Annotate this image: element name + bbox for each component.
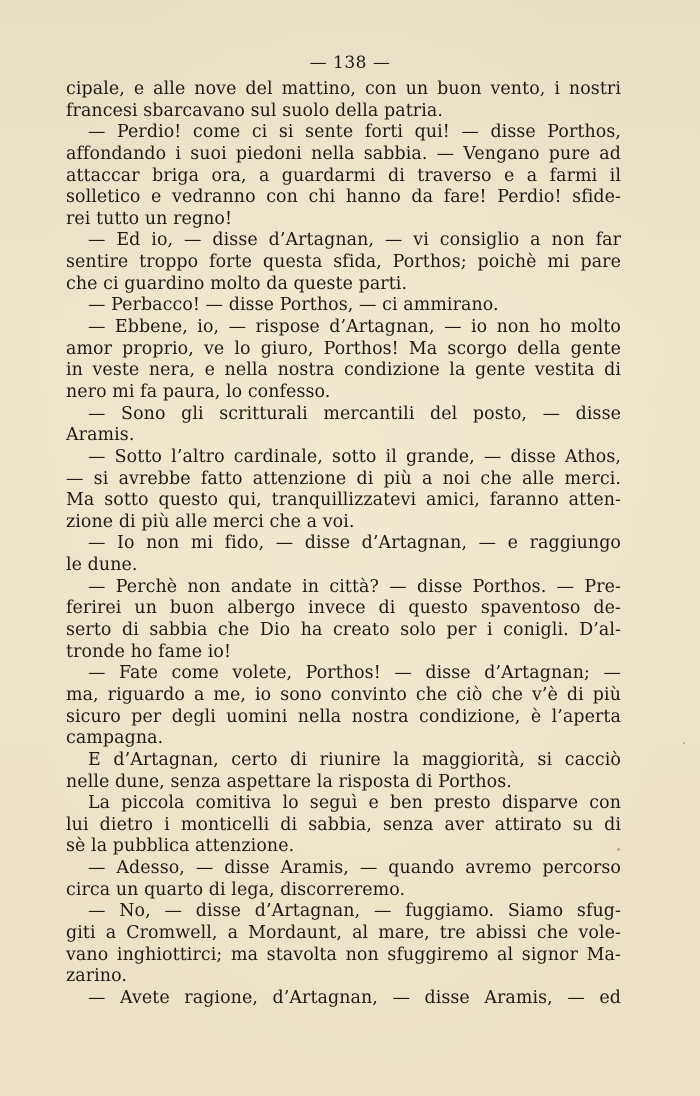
- text-line: — Io non mi fido, — disse d’Artagnan, — e raggiungo: [88, 533, 621, 554]
- text-line: sentire troppo forte questa sfida, Porthos; poichè mi pare: [66, 252, 621, 273]
- text-line: — Avete ragione, d’Artagnan, — disse Aramis, — ed: [88, 987, 621, 1008]
- text-line: circa un quarto di lega, discorreremo.: [66, 879, 406, 900]
- paper-speck: [617, 848, 620, 851]
- text-line: — Perchè non andate in città? — disse Porthos. — Pre-: [88, 576, 621, 597]
- text-line: attaccar briga ora, a guardarmi di traverso e a farmi il: [66, 165, 621, 186]
- text-line: sè la pubblica attenzione.: [66, 836, 295, 857]
- text-line: — Ed io, — disse d’Artagnan, — vi consiglio a non far: [88, 230, 621, 251]
- text-line: amor proprio, ve lo giuro, Porthos! Ma scorgo della gente: [66, 338, 621, 359]
- text-line: giti a Cromwell, a Mordaunt, al mare, tre abissi che vole-: [66, 922, 621, 943]
- text-line: Aramis.: [66, 425, 135, 446]
- text-line: — Perbacco! — disse Porthos, — ci ammirano.: [88, 295, 499, 316]
- text-line: lui dietro i monticelli di sabbia, senza aver attirato su di: [66, 814, 621, 835]
- text-line: — Adesso, — disse Aramis, — quando avremo percorso: [88, 858, 621, 879]
- text-line: rei tutto un regno!: [66, 208, 233, 229]
- text-line: Ma sotto questo qui, tranquillizzatevi amici, faranno atten-: [66, 490, 621, 511]
- text-line: — Perdio! come ci si sente forti qui! — disse Porthos,: [88, 122, 621, 143]
- text-line: — Sono gli scritturali mercantili del posto, — disse: [88, 403, 621, 424]
- text-line: E d’Artagnan, certo di riunire la maggiorità, si cacciò: [88, 749, 621, 770]
- text-line: che ci guardino molto da queste parti.: [66, 273, 408, 294]
- text-line: — Sotto l’altro cardinale, sotto il grande, — disse Athos,: [88, 446, 621, 467]
- text-line: affondando i suoi piedoni nella sabbia. — Vengano pure ad: [66, 143, 621, 164]
- page-number: — 138 —: [309, 53, 391, 73]
- text-line: in veste nera, e nella nostra condizione la gente vestita di: [66, 360, 621, 381]
- text-line: sicuro per degli uomini nella nostra condizione, è l’aperta: [66, 706, 621, 727]
- text-line: campagna.: [66, 728, 164, 749]
- text-line: nelle dune, senza aspettare la risposta di Porthos.: [66, 771, 512, 792]
- text-line: — No, — disse d’Artagnan, — fuggiamo. Siamo sfug-: [88, 901, 621, 922]
- text-line: zarino.: [66, 966, 127, 987]
- body-text: [66, 79, 621, 1010]
- text-line: — Ebbene, io, — rispose d’Artagnan, — io non ho molto: [88, 317, 621, 338]
- text-line: tronde ho fame io!: [66, 641, 232, 662]
- text-line: francesi sbarcavano sul suolo della patria.: [66, 100, 443, 121]
- paper-speck: [683, 742, 685, 744]
- text-line: le dune.: [66, 555, 138, 576]
- text-line: vano inghiottirci; ma stavolta non sfuggiremo al signor Ma-: [66, 944, 621, 965]
- text-line: ferirei un buon albergo invece di questo spaventoso de-: [66, 598, 621, 619]
- text-line: cipale, e alle nove del mattino, con un buon vento, i nostri: [66, 79, 621, 99]
- text-line: solletico e vedranno con chi hanno da fare! Perdio! sfide-: [66, 187, 621, 208]
- text-line: — si avrebbe fatto attenzione di più a noi che alle merci.: [66, 468, 621, 489]
- text-line: — Fate come volete, Porthos! — disse d’Artagnan; —: [88, 663, 621, 684]
- text-line: ma, riguardo a me, io sono convinto che ciò che v’è di più: [66, 684, 621, 705]
- text-line: serto di sabbia che Dio ha creato solo per i conigli. D’al-: [66, 620, 621, 641]
- text-line: La piccola comitiva lo seguì e ben presto disparve con: [88, 793, 621, 814]
- text-line: nero mi fa paura, lo confesso.: [66, 381, 331, 402]
- text-line: zione di più alle merci che a voi.: [66, 511, 355, 532]
